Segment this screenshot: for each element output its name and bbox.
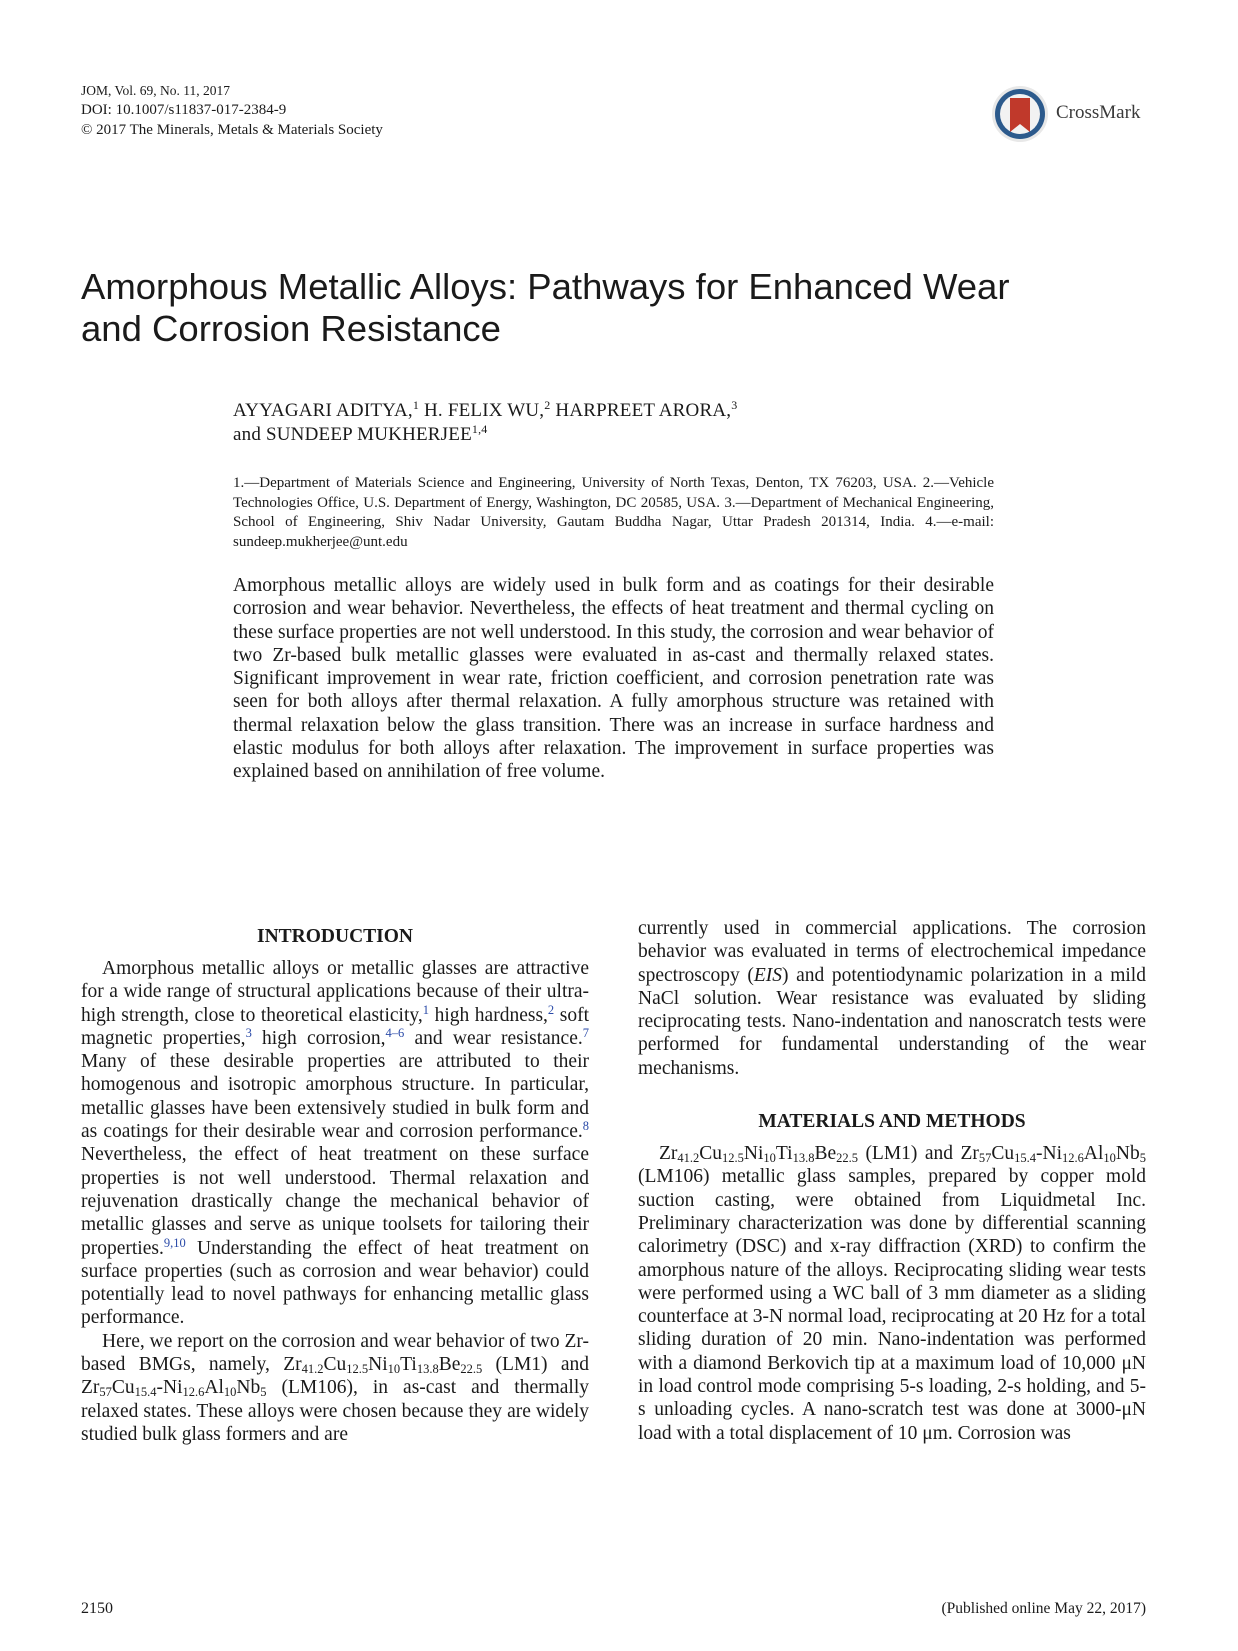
section-heading-methods: MATERIALS AND METHODS [758, 1111, 1026, 1133]
citation-link[interactable]: 3 [245, 1025, 252, 1040]
citation-link[interactable]: 7 [582, 1025, 589, 1040]
alloy-formula-lm1: $Zr_{41.2}Cu_{12.5}Ni_{10}Ti_{13.8}Be_{22.5}$ [283, 1354, 483, 1377]
author-line-2 [233, 423, 737, 447]
page-number: 2150 [81, 1600, 113, 1617]
text-run: Nevertheless, the effect of heat treatment on these surface properties is not well understood. Thermal relaxation and rejuvenation drastically change the mechanical behavior of metallic glasses and serve as unique toolsets for tailoring their properties. [81, 1144, 589, 1259]
author-name: AYYAGARI ADITYA, [233, 400, 413, 421]
text-run: ) and potentiodynamic polarization in a mild NaCl solution. Wear resistance was evaluated by sliding reciprocating tests. Nano-indentation and nanoscratch tests were performed for fundamental understanding of the wear mechanisms. [638, 964, 1146, 1079]
author-line-1 [233, 399, 737, 423]
published-date: (Published online May 22, 2017) [941, 1600, 1146, 1617]
text-run: and wear resistance. [404, 1027, 583, 1049]
text-run: (LM106), in as-cast and thermally relaxed states. These alloys were chosen because they are widely studied bulk glass formers and are [81, 1377, 589, 1445]
text-run: (LM106) metallic glass samples, prepared by copper mold suction casting, were obtained from Liquidmetal Inc. Preliminary characterization was done by differential scanning calorimetry (DSC) and x-ray diffraction (XRD) to confirm the amorphous nature of the alloys. Reciprocating sliding wear tests were performed using a WC ball of 3 mm diameter as a sliding counterface at 3-N normal load, reciprocating at 20 Hz for a total sliding duration of 20 min. Nano-indentation was performed with a diamond Berkovich tip at a maximum load of 10,000 μN in load control mode comprising 5-s loading, 2-s holding, and 5-s unloading cycles. A nano-scratch test was done at 3000-μN load with a total displacement of 10 μm. Corrosion was [638, 1166, 1146, 1444]
left-column [81, 925, 589, 1446]
text-run: high hardness, [429, 1004, 548, 1026]
copyright-notice: © 2017 The Minerals, Metals & Materials Society [81, 122, 383, 138]
crossmark-badge[interactable] [990, 84, 1160, 144]
author-list [233, 399, 737, 447]
title-line-2: and Corrosion Resistance [81, 308, 501, 349]
intro-paragraph-1 [81, 957, 589, 1330]
citation-link[interactable]: 8 [582, 1119, 589, 1134]
author-affil-marker: 3 [731, 398, 738, 412]
citation-link[interactable]: 4–6 [385, 1025, 405, 1040]
doi-link[interactable]: DOI: 10.1007/s11837-017-2384-9 [81, 102, 287, 118]
crossmark-label: CrossMark [1056, 102, 1141, 123]
intro-continuation [638, 917, 1146, 1080]
methods-paragraph-1 [638, 1142, 1146, 1445]
text-run: Here, we report on the corrosion and wear behavior of two Zr-based BMGs, namely, [81, 1330, 589, 1376]
text-run: (LM1) and [858, 1143, 961, 1165]
author-affil-marker: 2 [544, 398, 551, 412]
author-name: and SUNDEEP MUKHERJEE [233, 424, 472, 445]
text-run: (LM1) and [482, 1354, 589, 1376]
intro-paragraph-2 [81, 1330, 589, 1446]
section-heading-introduction: INTRODUCTION [256, 926, 414, 947]
title-line-1: Amorphous Metallic Alloys: Pathways for Enhanced Wear [81, 266, 1010, 307]
alloy-formula-lm106: $Zr_{57}Cu_{15.4}-Ni_{12.6}Al_{10}Nb_5$ [960, 1143, 1146, 1166]
crossmark-icon [990, 84, 1050, 144]
text-run: Amorphous metallic alloys or metallic glasses are attractive for a wide range of structural applications because of their ultra-high strength, close to theoretical elasticity, [81, 958, 589, 1026]
author-name: HARPREET ARORA, [550, 400, 732, 421]
abbreviation-eis: EIS [753, 964, 783, 986]
author-affil-marker: 1,4 [471, 422, 488, 436]
alloy-formula-lm1: $Zr_{41.2}Cu_{12.5}Ni_{10}Ti_{13.8}Be_{22.5}$ [659, 1143, 858, 1166]
journal-header [81, 82, 383, 140]
text-run: Many of these desirable properties are attributed to their homogenous and isotropic amorphous structure. In particular, metallic glasses have been extensively studied in bulk form and as coatings for their desirable wear and corrosion performance. [81, 1051, 589, 1143]
abstract: Amorphous metallic alloys are widely used in bulk form and as coatings for their desirable corrosion and wear behavior. Nevertheless, the effects of heat treatment and thermal cycling on these surface properties are not well understood. In this study, the corrosion and wear behavior of two Zr-based bulk metallic glasses were evaluated in as-cast and thermally relaxed states. Significant improvement in wear rate, friction coefficient, and corrosion penetration rate was seen for both alloys after thermal relaxation. A fully amorphous structure was retained with thermal relaxation below the glass transition. There was an increase in surface hardness and elastic modulus for both alloys after relaxation. The improvement in surface properties was explained based on annihilation of free volume. [233, 575, 994, 783]
text-run: currently used in commercial applications. The corrosion behavior was evaluated in terms of electrochemical impedance spectroscopy ( [638, 918, 1146, 986]
citation-link[interactable]: 9,10 [163, 1235, 186, 1250]
alloy-formula-lm106: $Zr_{57}Cu_{15.4}-Ni_{12.6}Al_{10}Nb_5$ [81, 1377, 267, 1400]
text-run: Understanding the effect of heat treatment on surface properties (such as corrosion and wear behavior) could potentially lead to novel pathways for enhancing metallic glass performance. [81, 1237, 589, 1329]
author-affil-marker: 1 [412, 398, 420, 412]
paper-title [81, 266, 1161, 350]
citation-link[interactable]: 1 [422, 1002, 429, 1017]
text-run: high corrosion, [251, 1027, 386, 1049]
text-run: soft magnetic properties, [81, 1004, 589, 1049]
affiliations: 1.—Department of Materials Science and Engineering, University of North Texas, Denton, TX 76203, USA. 2.—Vehicle Technologies Office, U.S. Department of Energy, Washington, DC 20585, USA. 3.—Department of Mechanical Engineering, School of Engineering, Shiv Nadar University, Gautam Buddha Nagar, Uttar Pradesh 201314, India. 4.—e-mail: sundeep.mukherjee@unt.edu [233, 475, 994, 550]
author-name: H. FELIX WU, [419, 400, 545, 421]
right-column [638, 917, 1146, 1445]
journal-citation: JOM, Vol. 69, No. 11, 2017 [81, 83, 231, 98]
citation-link[interactable]: 2 [547, 1002, 555, 1017]
